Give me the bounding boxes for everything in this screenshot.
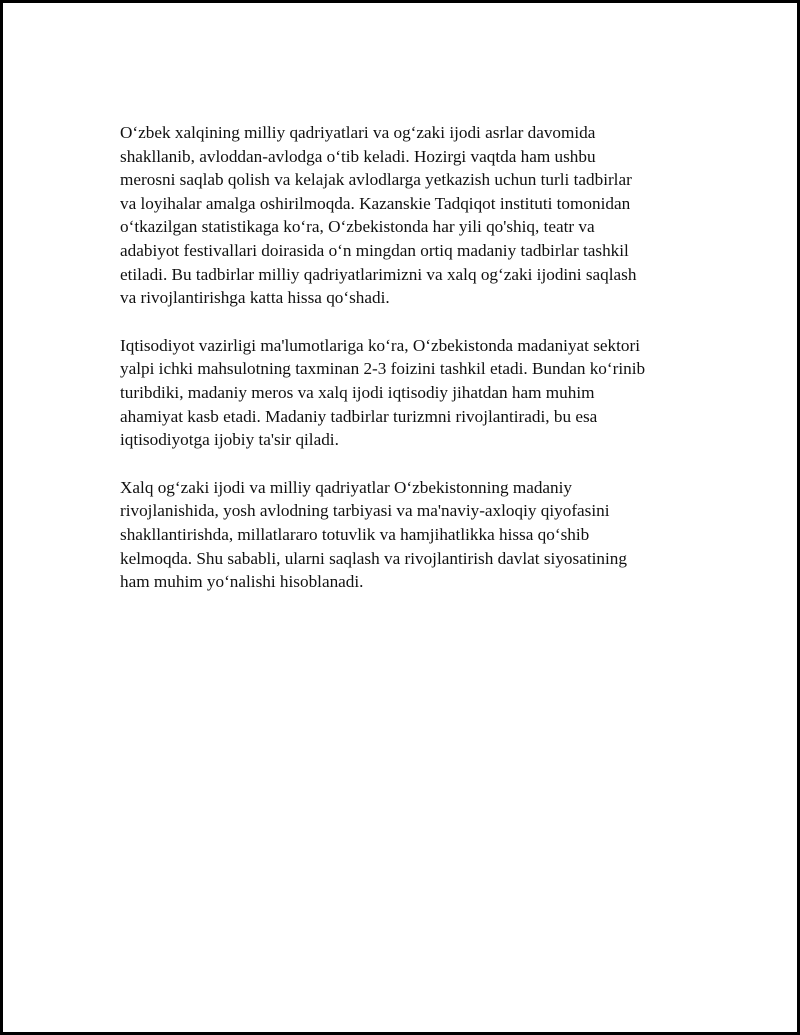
paragraph-2: Iqtisodiyot vazirligi ma'lumotlariga ko‘ra, O‘zbekistonda madaniyat sektori yalpi ichki mahsulotning taxminan 2-3 foizini tashkil etadi. Bundan ko‘rinib turibdiki, madaniy meros va xalq ijodi iqtisodiy jihatdan ham muhim ahamiyat kasb etadi. Madaniy tadbirlar turizmni rivojlantiradi, bu esa iqtisodiyotga ijobiy ta'sir qiladi. bbox=[120, 335, 646, 450]
document-body bbox=[120, 121, 690, 618]
paragraph-1: O‘zbek xalqining milliy qadriyatlari va og‘zaki ijodi asrlar davomida shakllanib, avloddan-avlodga o‘tib keladi. Hozirgi vaqtda ham ushbu merosni saqlab qolish va kelajak avlodlarga yetkazish uchun turli tadbirlar va loyihalar amalga oshirilmoqda. Kazanskie Tadqiqot instituti tomonidan o‘tkazilgan statistikaga ko‘ra, O‘zbekistonda har yili qo'shiq, teatr va adabiyot festivallari doirasida o‘n mingdan ortiq madaniy tadbirlar tashkil etiladi. Bu tadbirlar milliy qadriyatlarimizni va xalq og‘zaki ijodini saqlash va rivojlantirishga katta hissa qo‘shadi. bbox=[120, 123, 637, 308]
paragraph-3: Xalq og‘zaki ijodi va milliy qadriyatlar O‘zbekistonning madaniy rivojlanishida, yosh avlodning tarbiyasi va ma'naviy-axloqiy qiyofasini shakllantirishda, millatlararo totuvlik va hamjihatlikka hissa qo‘shib kelmoqda. Shu sababli, ularni saqlash va rivojlantirish davlat siyosatining ham muhim yo‘nalishi hisoblanadi. bbox=[120, 477, 627, 592]
